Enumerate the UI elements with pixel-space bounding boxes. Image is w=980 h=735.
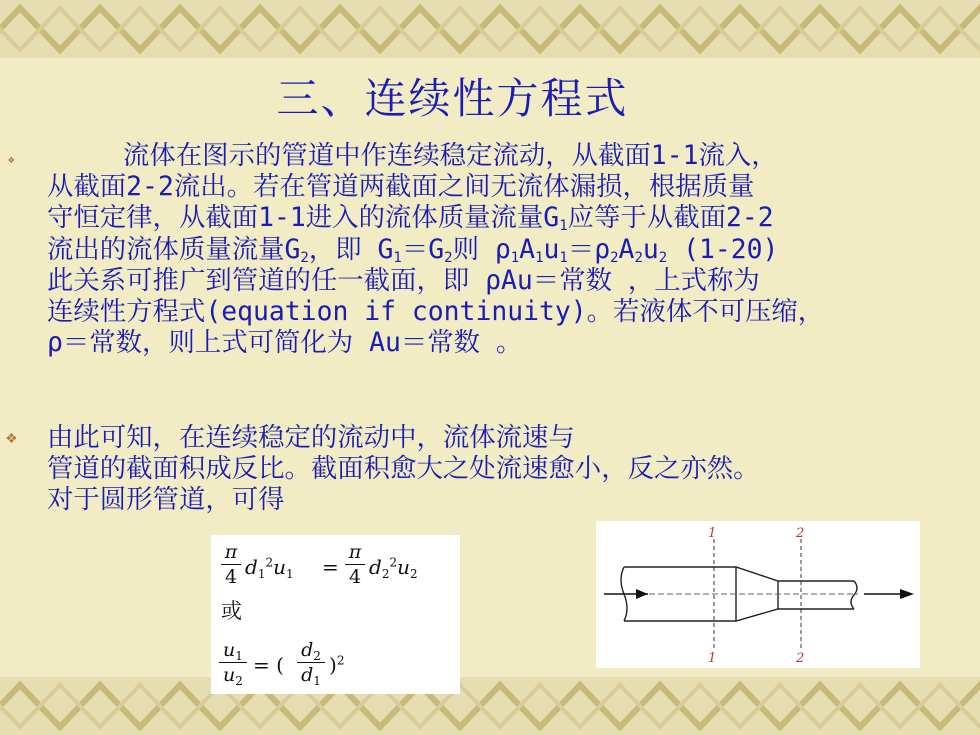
equals-sign: = — [322, 555, 339, 579]
text-segment: A — [618, 233, 635, 265]
denominator: 4 — [348, 566, 362, 588]
fraction-pi-over-4 — [221, 541, 241, 588]
paragraph-velocity-area — [47, 422, 937, 516]
symbol-u: u — [273, 555, 286, 579]
subscript: 2 — [313, 649, 321, 663]
section-label-top-2: 2 — [796, 526, 805, 541]
symbol-u: u — [397, 555, 410, 579]
text-segment: 应等于从截面2-2 — [567, 202, 774, 234]
formula-image — [211, 535, 460, 694]
text-segment: u — [642, 233, 659, 265]
inflow-arrowhead — [636, 589, 648, 599]
numerator: π — [348, 541, 362, 563]
subscript: 2 — [235, 674, 243, 688]
text-segment: 流出的流体质量流量G — [47, 233, 301, 265]
text-line-1: 流体在图示的管道中作连续稳定流动，从截面1-1流入， — [123, 140, 778, 171]
denominator — [219, 664, 247, 686]
text-line-6: 连续性方程式(equation if continuity)。若液体不可压缩， — [47, 296, 825, 328]
text-line-2: 从截面2-2流出。若在管道两截面之间无流体漏损，根据质量 — [47, 171, 755, 203]
text-segment: ＝ρ — [567, 233, 611, 265]
bullet-icon: ❖ — [8, 153, 15, 166]
subscript: 1 — [285, 567, 294, 581]
subscript: 2 — [409, 567, 418, 581]
text-segment: u — [543, 233, 560, 265]
close-paren: ) — [329, 653, 337, 677]
subscript: 1 — [235, 649, 243, 663]
fraction-d2-over-d1 — [297, 639, 325, 686]
subscript: 2 — [444, 249, 453, 266]
fraction-pi-over-4 — [345, 541, 365, 588]
subscript: 2 — [610, 249, 619, 266]
symbol-d: d — [301, 664, 314, 686]
subscript: 1 — [257, 567, 266, 581]
or-label: 或 — [221, 599, 242, 623]
subscript: 1 — [510, 249, 520, 266]
equation-number: (1-20) — [667, 233, 779, 265]
text-line-7: ρ＝常数，则上式可简化为 Au＝常数 。 — [47, 327, 523, 359]
numerator — [297, 639, 325, 661]
fraction-u1-over-u2 — [219, 639, 247, 686]
paragraph-continuity-intro — [47, 140, 937, 358]
denominator — [297, 664, 325, 686]
numerator: π — [224, 541, 238, 563]
bullet-icon: ❖ — [6, 427, 17, 448]
subscript: 2 — [381, 567, 390, 581]
section-label-bottom-2: 2 — [796, 651, 805, 666]
symbol-d: d — [301, 639, 314, 661]
text-segment: ＝G — [401, 233, 445, 265]
section-label-bottom-1: 1 — [708, 651, 717, 666]
subscript: 1 — [559, 218, 568, 235]
section-label-top-1: 1 — [708, 526, 717, 541]
equals-paren: = ( — [253, 653, 284, 677]
subscript: 1 — [393, 249, 402, 266]
text-line-3 — [47, 202, 937, 233]
denominator: 4 — [224, 566, 238, 588]
text-line-3: 对于圆形管道，可得 — [47, 484, 285, 516]
close-paren-squared — [329, 653, 344, 677]
text-line-5: 此关系可推广到管道的任一截面，即 ρAu＝常数 ，上式称为 — [47, 264, 760, 296]
superscript: 2 — [389, 555, 398, 570]
text-segment: A — [519, 233, 536, 265]
slide-title: 三、连续性方程式 — [276, 74, 629, 123]
text-line-4 — [47, 234, 937, 265]
term-d2-u2 — [369, 555, 418, 579]
text-line-2: 管道的截面积成反比。截面积愈大之处流速愈小，反之亦然。 — [47, 453, 760, 485]
symbol-u: u — [223, 639, 236, 661]
symbol-d: d — [369, 555, 382, 579]
text-line — [47, 140, 937, 171]
text-segment: ，即 G — [308, 233, 394, 265]
symbol-u: u — [223, 664, 236, 686]
text-line-1: 由此可知，在连续稳定的流动中，流体流速与 — [47, 422, 575, 453]
symbol-d: d — [245, 555, 258, 579]
superscript: 2 — [265, 555, 274, 570]
term-d1-u1 — [245, 555, 294, 579]
subscript: 2 — [300, 249, 309, 266]
text-segment: 守恒定律，从截面1-1进入的流体质量流量G — [47, 202, 560, 234]
subscript: 2 — [658, 249, 668, 266]
subscript: 2 — [634, 249, 643, 266]
subscript: 1 — [535, 249, 544, 266]
decorative-border-bottom — [0, 677, 980, 735]
pipe-diagram — [596, 521, 920, 668]
subscript: 1 — [313, 674, 321, 688]
superscript: 2 — [336, 653, 345, 668]
decorative-border-top — [0, 0, 980, 58]
subscript: 1 — [559, 249, 568, 266]
numerator — [219, 639, 247, 661]
text-segment: 则 ρ — [452, 233, 511, 265]
pipe-diagram-svg — [596, 521, 920, 668]
outflow-arrowhead — [900, 589, 914, 599]
